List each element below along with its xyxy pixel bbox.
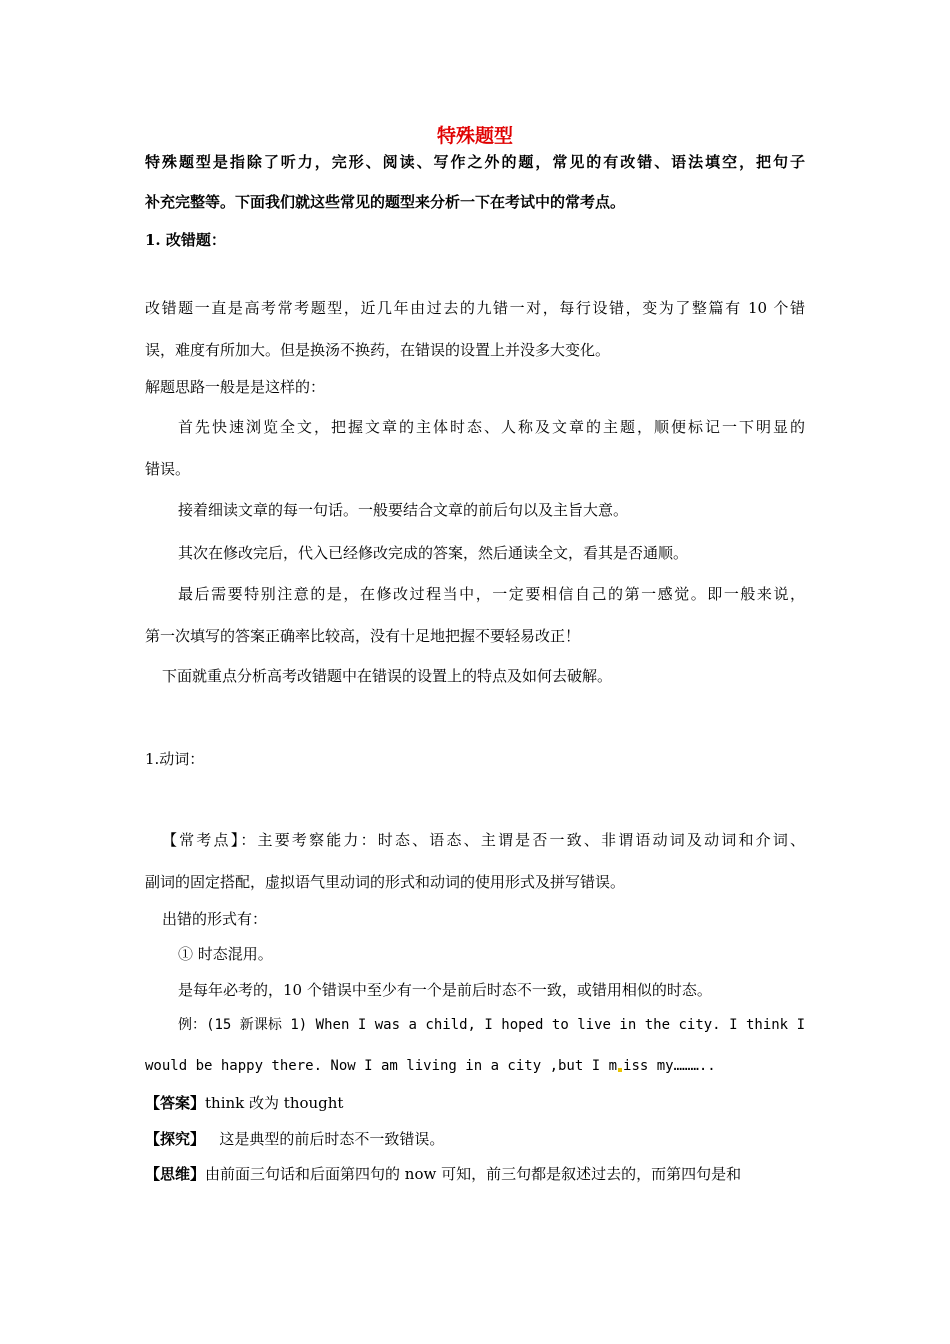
intro-line-2: 补充完整等。下面我们就这些常见的题型来分析一下在考试中的常考点。 bbox=[145, 193, 626, 211]
para-1-line-1: 改错题一直是高考常考题型，近几年由过去的九错一对，每行设错，变为了整篇有 10 个错 bbox=[145, 299, 805, 317]
thinking-line bbox=[145, 1164, 741, 1184]
example-line-1: 例：(15 新课标 1) When I was a child, I hoped to live in the city. I think I bbox=[178, 1017, 805, 1033]
example-line-2-text-a: would be happy there. Now I am living in a city ,but I m bbox=[145, 1058, 618, 1074]
para-1-line-2: 误，难度有所加大。但是换汤不换药，在错误的设置上并没多大变化。 bbox=[145, 341, 611, 359]
section-heading-error-correction: 1. 改错题： bbox=[145, 231, 226, 249]
step-1-line-2: 错误。 bbox=[145, 460, 191, 478]
error-forms-label: 出错的形式有： bbox=[162, 910, 268, 928]
intro-line-1: 特殊题型是指除了听力，完形、阅读、写作之外的题，常见的有改错、语法填空，把句子 bbox=[145, 153, 805, 171]
next-analysis-intro: 下面就重点分析高考改错题中在错误的设置上的特点及如何去破解。 bbox=[162, 667, 613, 685]
key-point-line-1: 【常考点】：主要考察能力：时态、语态、主谓是否一致、非谓语动词及动词和介词、 bbox=[162, 831, 805, 849]
explore-label: 【探究】 bbox=[145, 1130, 206, 1148]
answer-line bbox=[145, 1093, 343, 1113]
explore-text: 这是典型的前后时态不一致错误。 bbox=[205, 1130, 445, 1148]
step-4-line-1: 最后需要特别注意的是，在修改过程当中，一定要相信自己的第一感觉。即一般来说， bbox=[178, 585, 805, 603]
explore-line bbox=[145, 1129, 444, 1149]
step-3: 其次在修改完后，代入已经修改完成的答案，然后通读全文，看其是否通顺。 bbox=[178, 544, 689, 562]
highlight-mark bbox=[618, 1068, 622, 1072]
thinking-text: 由前面三句话和后面第四句的 now 可知，前三句都是叙述过去的，而第四句是和 bbox=[205, 1165, 742, 1183]
example-line-2-text-b: iss my……….. bbox=[623, 1058, 716, 1074]
thinking-label: 【思维】 bbox=[145, 1165, 206, 1183]
approach-label: 解题思路一般是是这样的： bbox=[145, 378, 326, 396]
form-1-tense-mixing: ① 时态混用。 bbox=[178, 945, 273, 963]
answer-text: think 改为 thought bbox=[205, 1094, 344, 1112]
answer-label: 【答案】 bbox=[145, 1094, 206, 1112]
form-1-description: 是每年必考的，10 个错误中至少有一个是前后时态不一致，或错用相似的时态。 bbox=[178, 981, 712, 999]
example-line-2 bbox=[145, 1056, 716, 1076]
verb-heading: 1.动词： bbox=[145, 750, 205, 768]
step-4-line-2: 第一次填写的答案正确率比较高，没有十足地把握不要轻易改正！ bbox=[145, 627, 581, 645]
document-title: 特殊题型 bbox=[436, 125, 513, 147]
step-2: 接着细读文章的每一句话。一般要结合文章的前后句以及主旨大意。 bbox=[178, 501, 629, 519]
key-point-line-2: 副词的固定搭配，虚拟语气里动词的形式和动词的使用形式及拼写错误。 bbox=[145, 873, 626, 891]
step-1-line-1: 首先快速浏览全文，把握文章的主体时态、人称及文章的主题，顺便标记一下明显的 bbox=[178, 418, 805, 436]
